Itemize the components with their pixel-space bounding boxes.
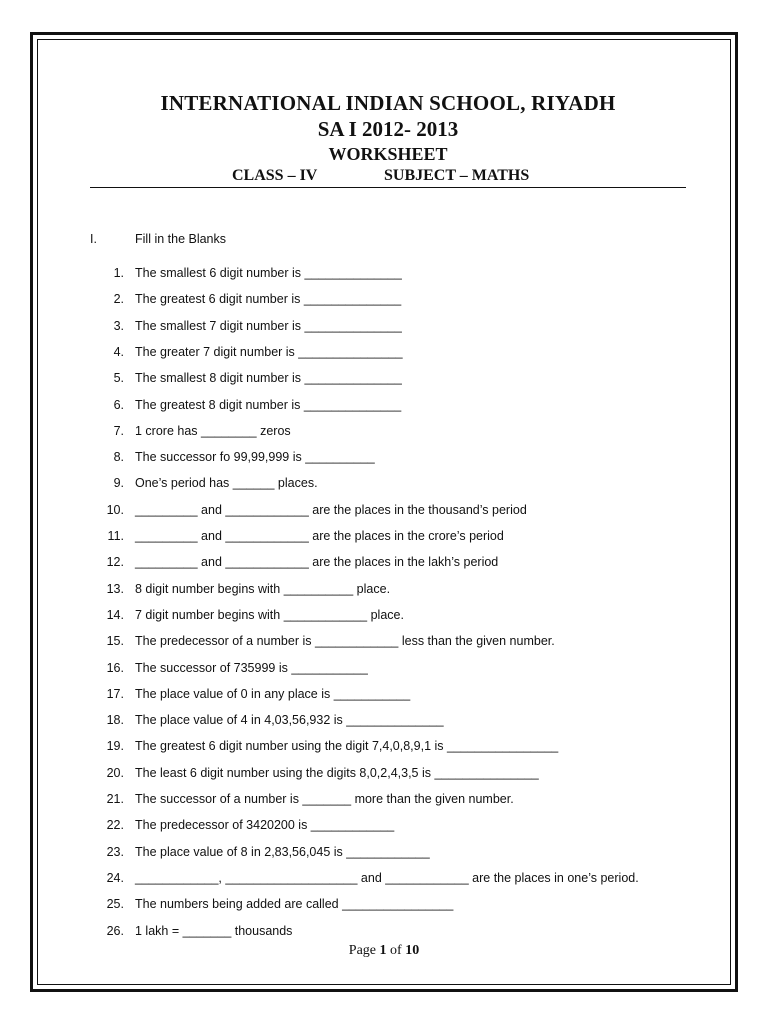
question-number: 17. bbox=[106, 686, 124, 701]
question-number: 1. bbox=[113, 266, 124, 280]
question-number: 4. bbox=[113, 344, 124, 359]
question-item bbox=[100, 527, 660, 545]
question-item bbox=[100, 764, 660, 782]
question-text: The greatest 8 digit number is ______________ bbox=[135, 397, 402, 412]
question-text: _________ and ____________ are the places in the thousand’s period bbox=[135, 502, 527, 517]
question-item bbox=[100, 290, 660, 308]
question-text: The predecessor of a number is ____________ less than the given number. bbox=[135, 634, 555, 649]
page-word: Page bbox=[348, 943, 377, 958]
question-number: 6. bbox=[113, 397, 124, 412]
page-total: 10 bbox=[405, 943, 420, 958]
question-item bbox=[100, 317, 660, 335]
section-title: Fill in the Blanks bbox=[135, 232, 227, 246]
question-number: 25. bbox=[106, 897, 124, 912]
question-text: One’s period has ______ places. bbox=[135, 476, 318, 491]
question-number: 22. bbox=[106, 818, 124, 833]
question-item bbox=[100, 369, 660, 387]
question-text: 1 crore has ________ zeros bbox=[135, 423, 291, 438]
question-text: The successor of a number is _______ more than the given number. bbox=[135, 792, 514, 806]
question-text: _________ and ____________ are the places in the lakh’s period bbox=[135, 555, 499, 570]
question-text: The smallest 8 digit number is ______________ bbox=[135, 371, 402, 386]
question-text: The numbers being added are called ________________ bbox=[135, 897, 454, 912]
question-number: 18. bbox=[106, 713, 124, 728]
question-text: _________ and ____________ are the places in the crore’s period bbox=[135, 529, 504, 543]
question-item bbox=[100, 580, 660, 598]
question-item bbox=[100, 422, 660, 440]
page-number: 1 bbox=[379, 943, 387, 958]
question-text: The place value of 4 in 4,03,56,932 is ______________ bbox=[135, 713, 444, 728]
question-number: 11. bbox=[107, 529, 124, 543]
question-number: 13. bbox=[106, 581, 124, 596]
question-item bbox=[100, 474, 660, 492]
question-number: 3. bbox=[113, 318, 124, 333]
question-number: 19. bbox=[106, 739, 124, 754]
question-item bbox=[100, 448, 660, 466]
question-text: The smallest 6 digit number is ______________ bbox=[135, 266, 402, 280]
question-number: 12. bbox=[106, 555, 124, 570]
question-text: 7 digit number begins with ____________ place. bbox=[135, 607, 404, 622]
question-text: The greater 7 digit number is _______________ bbox=[135, 344, 403, 359]
question-item bbox=[100, 816, 660, 834]
question-number: 23. bbox=[106, 844, 124, 859]
class-label: CLASS – IV bbox=[232, 167, 318, 184]
worksheet-title: WORKSHEET bbox=[328, 144, 448, 164]
question-number: 16. bbox=[106, 660, 124, 675]
question-item bbox=[100, 790, 660, 808]
question-item bbox=[100, 895, 660, 913]
question-text: The greatest 6 digit number is ______________ bbox=[135, 292, 402, 307]
question-number: 7. bbox=[113, 423, 124, 438]
question-item bbox=[100, 685, 660, 703]
page-footer bbox=[0, 942, 768, 960]
question-item bbox=[100, 396, 660, 414]
question-text: The greatest 6 digit number using the digit 7,4,0,8,9,1 is ________________ bbox=[135, 739, 559, 754]
question-text: The place value of 8 in 2,83,56,045 is ____________ bbox=[135, 844, 430, 859]
question-item bbox=[100, 553, 660, 571]
question-item bbox=[100, 632, 660, 650]
question-text: The smallest 7 digit number is ______________ bbox=[135, 318, 402, 333]
question-text: ____________, ___________________ and ____________ are the places in one’s period. bbox=[135, 870, 639, 885]
question-number: 14. bbox=[106, 607, 124, 622]
question-number: 9. bbox=[113, 476, 124, 491]
question-item bbox=[100, 711, 660, 729]
question-number: 2. bbox=[113, 292, 124, 307]
question-item bbox=[100, 264, 660, 282]
question-item bbox=[100, 922, 660, 940]
question-number: 10. bbox=[106, 502, 124, 517]
session-title: SA I 2012- 2013 bbox=[317, 117, 459, 141]
question-item bbox=[100, 343, 660, 361]
question-number: 26. bbox=[106, 923, 124, 938]
question-number: 15. bbox=[106, 634, 124, 649]
question-text: The least 6 digit number using the digits 8,0,2,4,3,5 is _______________ bbox=[135, 765, 539, 780]
subject-label: SUBJECT – MATHS bbox=[384, 167, 530, 184]
question-item bbox=[100, 659, 660, 677]
question-text: The successor fo 99,99,999 is __________ bbox=[135, 450, 375, 465]
question-text: 1 lakh = _______ thousands bbox=[135, 923, 293, 938]
question-number: 8. bbox=[113, 450, 124, 465]
class-subject-line bbox=[90, 166, 686, 188]
question-text: 8 digit number begins with __________ place. bbox=[135, 581, 391, 596]
question-text: The successor of 735999 is ___________ bbox=[135, 660, 368, 675]
question-item bbox=[100, 869, 660, 887]
question-item bbox=[100, 737, 660, 755]
question-item bbox=[100, 606, 660, 624]
question-item bbox=[100, 843, 660, 861]
school-name: INTERNATIONAL INDIAN SCHOOL, RIYADH bbox=[160, 91, 616, 115]
section-heading bbox=[90, 230, 690, 248]
question-text: The place value of 0 in any place is ___________ bbox=[135, 686, 411, 701]
question-number: 21. bbox=[106, 792, 124, 806]
question-number: 24. bbox=[106, 870, 124, 885]
worksheet-header bbox=[90, 90, 686, 166]
question-number: 20. bbox=[106, 765, 124, 780]
section-number: I. bbox=[90, 232, 97, 246]
question-number: 5. bbox=[113, 371, 124, 386]
of-word: of bbox=[390, 943, 402, 958]
question-item bbox=[100, 501, 660, 519]
question-text: The predecessor of 3420200 is ____________ bbox=[135, 818, 395, 833]
